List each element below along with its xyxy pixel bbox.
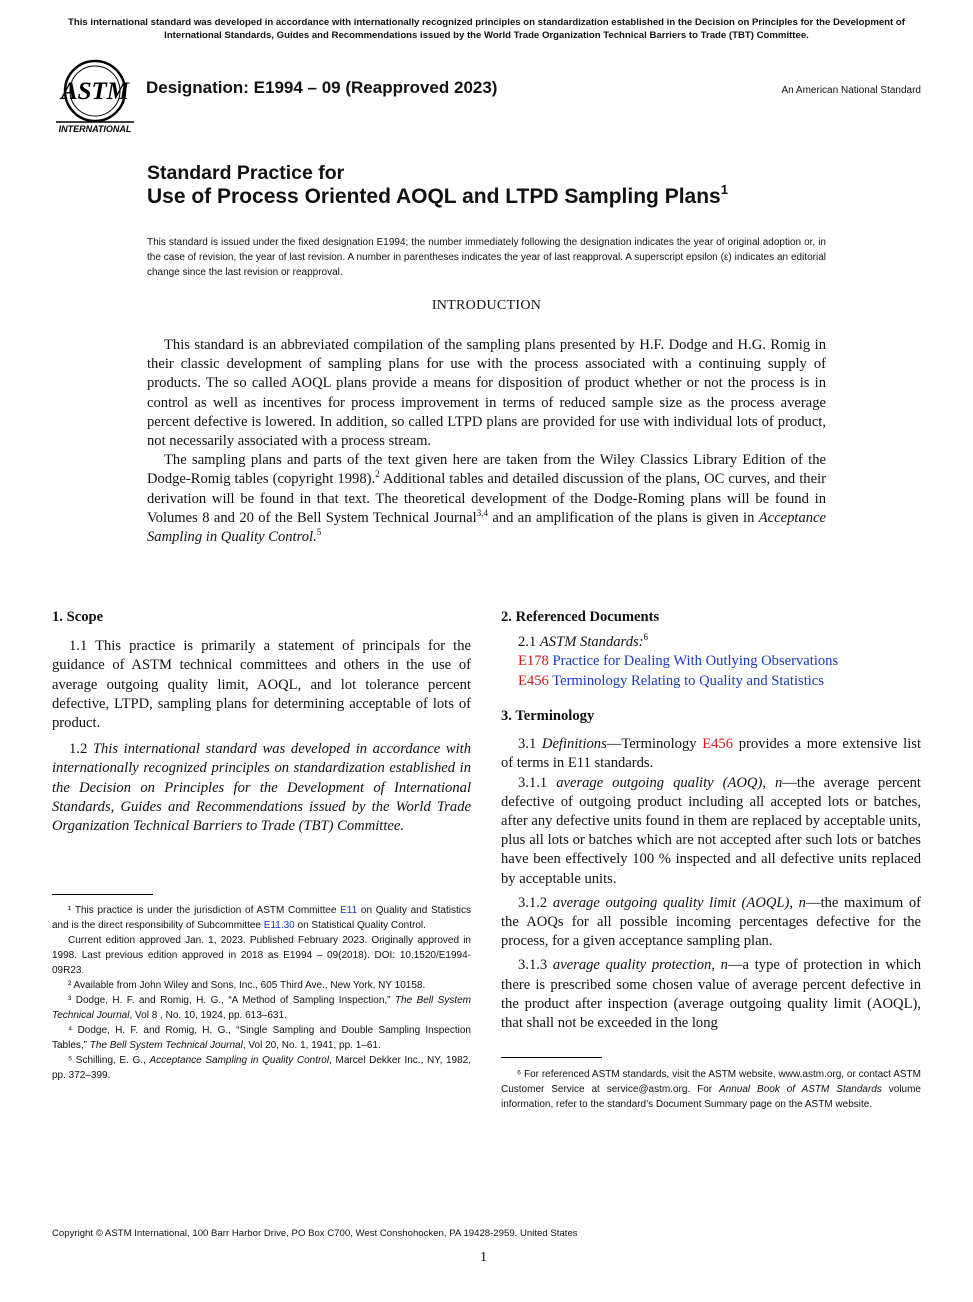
footnote-5 bbox=[52, 1053, 471, 1083]
fn5-book: Acceptance Sampling in Quality Control bbox=[149, 1055, 330, 1066]
page-number: 1 bbox=[480, 1250, 487, 1265]
fn6-book: Annual Book of ASTM Standards bbox=[719, 1084, 882, 1095]
scope-1-1: 1.1 This practice is primarily a statement of principals for the guidance of ASTM technical committees and others in the use of average outgoing quality limit, AOQL, and lot tolerance percent defective, LTPD, sampling plans for determining acceptable of lots of product. bbox=[52, 638, 471, 732]
intro-paragraph-2 bbox=[147, 451, 826, 547]
subcommittee-e11-30-link[interactable]: E11.30 bbox=[263, 920, 295, 931]
issued-note: This standard is issued under the fixed designation E1994; the number immediately following the designation indicates the year of original adoption or, in the case of revision, the year of last revision. A number in parentheses indicates the year of last reapproval. A superscript epsilon (ε) indicates an editorial change since the last revision or reapproval. bbox=[147, 237, 826, 278]
t312-text: —the maximum of the AOQs for all possible incoming percentages defective for the process, for a given acceptance sampling plan. bbox=[501, 894, 921, 950]
t312-term: average outgoing quality limit (AOQL), n bbox=[552, 894, 806, 911]
reference-title-e456[interactable]: Terminology Relating to Quality and Statistics bbox=[552, 672, 824, 689]
american-national-standard: An American National Standard bbox=[781, 85, 921, 96]
fn4-journal: The Bell System Technical Journal bbox=[89, 1040, 243, 1051]
ref-2-1-num: 2.1 bbox=[518, 634, 540, 651]
logo-subtext: INTERNATIONAL bbox=[58, 124, 132, 134]
terminology-3-1-1 bbox=[501, 774, 921, 889]
referenced-documents-section bbox=[501, 608, 921, 691]
scope-heading: 1. Scope bbox=[52, 609, 104, 625]
fn6-b: volume information, refer to the standard’s Document Summary page on the ASTM website. bbox=[501, 1084, 921, 1110]
scope-1-2-num: 1.2 bbox=[69, 741, 93, 758]
intro-p2-b: Additional tables and detailed discussion of the plans, OC curves, and their derivation will be found in that text. The theoretical development of the Dodge-Roming plans will be found in Volumes 8 and 20 of the Bell System Technical Journal bbox=[147, 471, 826, 526]
terminology-heading: 3. Terminology bbox=[501, 708, 595, 724]
referenced-documents-heading: 2. Referenced Documents bbox=[501, 609, 660, 625]
fn6-a: ⁶ For referenced ASTM standards, visit the ASTM website, www.astm.org, or contact ASTM Customer Service at service@astm.org. For bbox=[501, 1069, 921, 1095]
footnote-1 bbox=[52, 903, 471, 933]
title-footnote-ref[interactable]: 1 bbox=[720, 182, 728, 197]
ref-2-1-text: ASTM Standards: bbox=[539, 634, 644, 651]
committee-e11-link[interactable]: E11 bbox=[340, 905, 358, 916]
reference-code-e178[interactable]: E178 bbox=[518, 653, 549, 670]
fn1-b: on Quality and Statistics and is the direct responsibility of Subcommittee bbox=[52, 905, 471, 931]
t31-b: provides a more extensive list of terms in E11 standards. bbox=[501, 736, 922, 772]
t312-num: 3.1.2 bbox=[518, 894, 553, 911]
copyright-line: Copyright © ASTM International, 100 Barr Harbor Drive, PO Box C700, West Conshohocken, PA 19428-2959. United States bbox=[52, 1228, 578, 1239]
footnote-2: ² Available from John Wiley and Sons, Inc., 605 Third Ave., New York, NY 10158. bbox=[68, 980, 426, 991]
fn4-b: , Vol 20, No. 1, 1941, pp. 1–61. bbox=[242, 1040, 381, 1051]
t31-italic: Definitions bbox=[541, 736, 607, 753]
intro-p2-a: The sampling plans and parts of the text given here are taken from the Wiley Classics Library Edition of the Dodge-Romig tables (copyright 1998). bbox=[147, 452, 826, 488]
footnote-ref-6[interactable]: 6 bbox=[643, 632, 649, 643]
footnote-3 bbox=[52, 993, 471, 1023]
fn4-a: ⁴ Dodge, H. F. and Romig, H. G., “Single Sampling and Double Sampling Inspection Tables,” bbox=[52, 1025, 471, 1051]
t311-term: average outgoing quality (AOQ), n bbox=[556, 774, 783, 791]
t31-num: 3.1 bbox=[518, 736, 542, 753]
terminology-3-1-3 bbox=[501, 956, 921, 1033]
fn1-a: ¹ This practice is under the jurisdiction of ASTM Committee bbox=[68, 905, 341, 916]
footnote-4 bbox=[52, 1023, 471, 1053]
t31-a: —Terminology bbox=[606, 736, 703, 753]
intro-paragraph-1: This standard is an abbreviated compilation of the sampling plans presented by H.F. Dodge and H.G. Romig in their classic development of sampling plans for use with the process associated with a continuing supply of products. The so called AOQL plans provide a means for disposition of product whether or not the process is in control as well as incentives for process improvement in terms of reduced sample size as the process average percent defective is lowered. In addition, so called LTPD plans are provided for use with individual lots of product, not necessarily associated with a process stream. bbox=[147, 337, 826, 450]
fn3-journal: The Bell System Technical Journal bbox=[52, 995, 471, 1021]
footnote-divider-right bbox=[501, 1057, 602, 1058]
designation: Designation: E1994 – 09 (Reapproved 2023) bbox=[146, 78, 498, 97]
t313-term: average quality protection, n bbox=[552, 957, 728, 974]
fn1-c: on Statistical Quality Control. bbox=[294, 920, 426, 931]
logo-text: ASTM bbox=[60, 78, 130, 105]
fn3-a: ³ Dodge, H. F. and Romig, H. G., “A Method of Sampling Inspection,” bbox=[68, 995, 395, 1006]
reference-title-e178[interactable]: Practice for Dealing With Outlying Observations bbox=[552, 653, 839, 670]
astm-logo-graphic bbox=[52, 58, 138, 134]
scope-1-2 bbox=[52, 740, 471, 836]
t311-num: 3.1.1 bbox=[518, 774, 557, 791]
footnote-1-edition: Current edition approved Jan. 1, 2023. Published February 2023. Originally approved in 1998. Last previous edition approved in 2018 as E1994 – 09(2018). DOI: 10.1520/E1994-09R23. bbox=[52, 935, 471, 976]
title-text: Use of Process Oriented AOQL and LTPD Sampling Plans bbox=[147, 185, 721, 208]
footnotes-left bbox=[52, 903, 471, 1083]
intro-p2-c: and an amplification of the plans is given in bbox=[487, 509, 759, 526]
footnote-ref-2[interactable]: 2 bbox=[375, 469, 380, 480]
title-line-1: Standard Practice for bbox=[147, 162, 345, 184]
fn5-a: ⁵ Schilling, E. G., bbox=[68, 1055, 150, 1066]
terminology-3-1-2 bbox=[501, 894, 921, 952]
reference-item[interactable] bbox=[501, 672, 921, 691]
title-line-2 bbox=[147, 182, 728, 209]
footnote-6-text bbox=[501, 1067, 921, 1112]
terminology-3-1 bbox=[501, 735, 921, 773]
e456-link[interactable]: E456 bbox=[702, 736, 734, 753]
reference-item[interactable] bbox=[501, 652, 921, 671]
footnote-ref-3-4[interactable]: 3,4 bbox=[476, 507, 488, 518]
introduction-body bbox=[147, 336, 826, 547]
astm-logo bbox=[52, 58, 138, 134]
scope-1-2-text: This international standard was developed in accordance with internationally recognized principles on standardization established in the Decision on Principles for the Development of International Standards, Guides and Recommendations issued by the World Trade Organization Technical Barriers to Trade (TBT) Committee. bbox=[52, 741, 472, 835]
t311-text: —the average percent defective of outgoing product including all accepted lots or batches, after any defective units found in them are replaced by acceptable units, plus all lots or batches which are not accepted after such lots or batches have been effectively 100 % inspected and all defective units replaced by acceptable units. bbox=[501, 774, 921, 887]
footnote-divider-left bbox=[52, 894, 153, 895]
footnote-ref-5[interactable]: 5 bbox=[316, 527, 322, 538]
fn3-b: , Vol 8 , No. 10, 1924, pp. 613–631. bbox=[129, 1010, 287, 1021]
footnote-6 bbox=[501, 1067, 921, 1112]
t313-num: 3.1.3 bbox=[518, 957, 553, 974]
intro-p2-book-title: Acceptance Sampling in Quality Control. bbox=[147, 509, 826, 546]
astm-standards-subheading bbox=[501, 633, 921, 652]
terminology-section bbox=[501, 707, 921, 1033]
fn5-b: , Marcel Dekker Inc., NY, 1982, pp. 372–399. bbox=[52, 1055, 472, 1081]
t313-text: —a type of protection in which there is prescribed some chosen value of average percent defective in the product after inspection (average outgoing quality limit (AOQL), that shall not be exceeded in the long bbox=[501, 957, 922, 1032]
reference-code-e456[interactable]: E456 bbox=[518, 672, 549, 689]
standards-notice: This international standard was developed in accordance with internationally recognized principles on standardization established in the Decision on Principles for the Development of International Standards, Guides and Recommendations issued by the World Trade Organization Technical Barriers to Trade (TBT) Committee. bbox=[68, 17, 905, 41]
scope-section bbox=[52, 608, 471, 836]
introduction-heading: INTRODUCTION bbox=[431, 298, 542, 313]
